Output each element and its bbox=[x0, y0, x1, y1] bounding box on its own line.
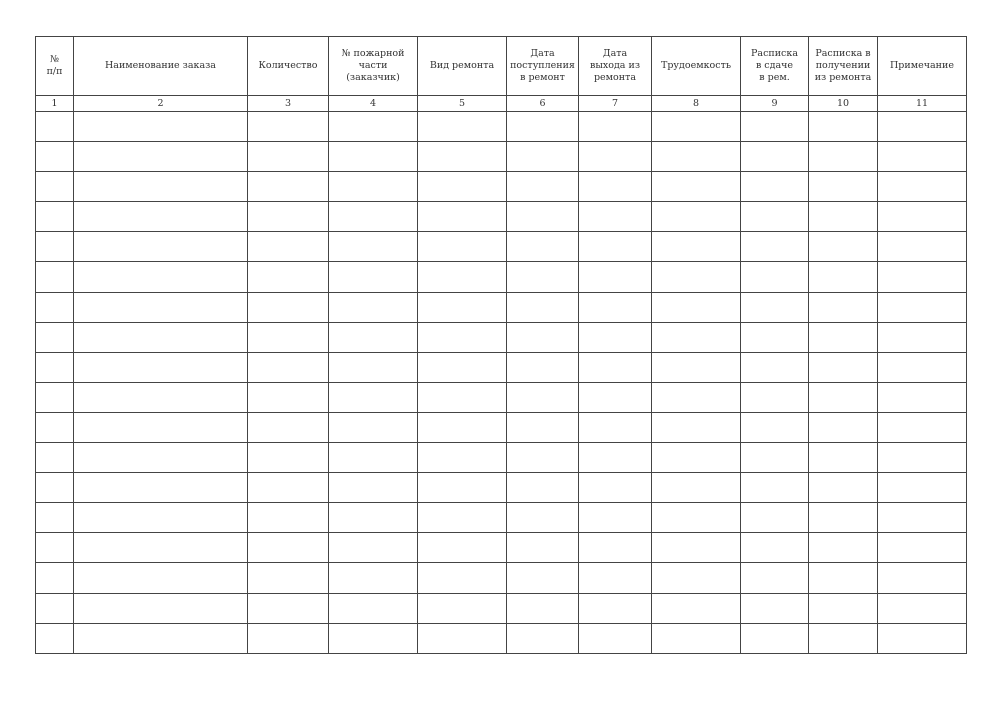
table-cell bbox=[878, 382, 967, 412]
table-cell bbox=[809, 443, 878, 473]
table-cell bbox=[418, 232, 507, 262]
table-cell bbox=[74, 473, 248, 503]
table-cell bbox=[809, 292, 878, 322]
table-cell bbox=[74, 563, 248, 593]
table-cell bbox=[652, 172, 741, 202]
table-cell bbox=[74, 412, 248, 442]
table-cell bbox=[579, 202, 652, 232]
table-cell bbox=[329, 232, 418, 262]
table-cell bbox=[579, 623, 652, 653]
table-cell bbox=[741, 142, 809, 172]
column-number: 3 bbox=[248, 96, 329, 112]
table-cell bbox=[652, 142, 741, 172]
table-cell bbox=[579, 473, 652, 503]
table-cell bbox=[74, 623, 248, 653]
header-row-number: № п/п bbox=[36, 37, 74, 96]
table-cell bbox=[809, 503, 878, 533]
table-cell bbox=[878, 112, 967, 142]
table-row bbox=[36, 412, 967, 442]
table-cell bbox=[878, 443, 967, 473]
table-cell bbox=[329, 623, 418, 653]
table-cell bbox=[741, 292, 809, 322]
table-cell bbox=[74, 443, 248, 473]
table-cell bbox=[507, 533, 579, 563]
table-cell bbox=[652, 443, 741, 473]
header-row bbox=[36, 37, 967, 96]
header-return-receipt: Расписка в получении из ремонта bbox=[809, 37, 878, 96]
table-cell bbox=[418, 142, 507, 172]
table-cell bbox=[418, 593, 507, 623]
table-cell bbox=[418, 443, 507, 473]
table-row bbox=[36, 382, 967, 412]
table-row bbox=[36, 142, 967, 172]
header-fire-unit: № пожарной части (заказчик) bbox=[329, 37, 418, 96]
table-cell bbox=[878, 292, 967, 322]
table-cell bbox=[248, 142, 329, 172]
table-row bbox=[36, 112, 967, 142]
column-number: 7 bbox=[579, 96, 652, 112]
table-cell bbox=[74, 322, 248, 352]
table-cell bbox=[248, 232, 329, 262]
header-repair-type: Вид ремонта bbox=[418, 37, 507, 96]
table-cell bbox=[809, 262, 878, 292]
table-cell bbox=[507, 112, 579, 142]
table-cell bbox=[418, 322, 507, 352]
table-cell bbox=[652, 322, 741, 352]
table-body bbox=[36, 112, 967, 654]
table-cell bbox=[418, 503, 507, 533]
header-date-in: Дата поступления в ремонт bbox=[507, 37, 579, 96]
table-cell bbox=[507, 412, 579, 442]
column-number: 1 bbox=[36, 96, 74, 112]
table-cell bbox=[248, 623, 329, 653]
table-cell bbox=[809, 142, 878, 172]
table-cell bbox=[741, 503, 809, 533]
table-cell bbox=[741, 262, 809, 292]
table-cell bbox=[36, 473, 74, 503]
table-cell bbox=[878, 172, 967, 202]
table-cell bbox=[579, 262, 652, 292]
table-cell bbox=[507, 623, 579, 653]
table-cell bbox=[74, 503, 248, 533]
table-cell bbox=[248, 292, 329, 322]
table-cell bbox=[74, 382, 248, 412]
table-cell bbox=[248, 172, 329, 202]
table-cell bbox=[741, 322, 809, 352]
table-cell bbox=[878, 352, 967, 382]
table-row bbox=[36, 232, 967, 262]
table-cell bbox=[652, 352, 741, 382]
table-cell bbox=[418, 112, 507, 142]
table-cell bbox=[507, 503, 579, 533]
table-cell bbox=[36, 593, 74, 623]
table-cell bbox=[329, 142, 418, 172]
table-cell bbox=[329, 443, 418, 473]
table-row bbox=[36, 172, 967, 202]
table-cell bbox=[878, 593, 967, 623]
column-number: 6 bbox=[507, 96, 579, 112]
table-cell bbox=[36, 533, 74, 563]
table-cell bbox=[36, 112, 74, 142]
table-cell bbox=[329, 262, 418, 292]
table-cell bbox=[36, 262, 74, 292]
table-cell bbox=[579, 382, 652, 412]
table-cell bbox=[248, 352, 329, 382]
table-row bbox=[36, 563, 967, 593]
table-cell bbox=[74, 202, 248, 232]
table-row bbox=[36, 623, 967, 653]
table-cell bbox=[741, 623, 809, 653]
table-cell bbox=[248, 382, 329, 412]
table-cell bbox=[248, 322, 329, 352]
table-cell bbox=[507, 593, 579, 623]
table-cell bbox=[579, 142, 652, 172]
table-cell bbox=[652, 412, 741, 442]
table-cell bbox=[507, 563, 579, 593]
table-row bbox=[36, 262, 967, 292]
table-cell bbox=[652, 262, 741, 292]
table-cell bbox=[809, 593, 878, 623]
table-cell bbox=[74, 112, 248, 142]
table-cell bbox=[36, 382, 74, 412]
table-cell bbox=[579, 292, 652, 322]
table-cell bbox=[809, 533, 878, 563]
table-cell bbox=[741, 232, 809, 262]
column-number-row bbox=[36, 96, 967, 112]
table-cell bbox=[418, 292, 507, 322]
table-cell bbox=[507, 202, 579, 232]
column-number: 2 bbox=[74, 96, 248, 112]
table-cell bbox=[878, 262, 967, 292]
table-cell bbox=[741, 382, 809, 412]
table-cell bbox=[579, 593, 652, 623]
table-cell bbox=[36, 232, 74, 262]
table-cell bbox=[329, 202, 418, 232]
table-cell bbox=[809, 623, 878, 653]
table-cell bbox=[741, 202, 809, 232]
table-cell bbox=[652, 202, 741, 232]
table-cell bbox=[36, 623, 74, 653]
table-cell bbox=[579, 563, 652, 593]
table-cell bbox=[741, 352, 809, 382]
column-number: 9 bbox=[741, 96, 809, 112]
table-cell bbox=[507, 352, 579, 382]
header-labor: Трудоемкость bbox=[652, 37, 741, 96]
table-cell bbox=[248, 202, 329, 232]
table-cell bbox=[579, 322, 652, 352]
table-cell bbox=[579, 412, 652, 442]
table-cell bbox=[652, 232, 741, 262]
table-cell bbox=[248, 112, 329, 142]
table-cell bbox=[652, 533, 741, 563]
table-cell bbox=[74, 533, 248, 563]
column-number: 5 bbox=[418, 96, 507, 112]
table-cell bbox=[652, 112, 741, 142]
table-cell bbox=[652, 563, 741, 593]
table-cell bbox=[741, 563, 809, 593]
table-cell bbox=[809, 112, 878, 142]
table-cell bbox=[329, 593, 418, 623]
table-cell bbox=[652, 382, 741, 412]
table-cell bbox=[652, 473, 741, 503]
table-cell bbox=[248, 412, 329, 442]
table-cell bbox=[878, 563, 967, 593]
table-cell bbox=[809, 172, 878, 202]
table-cell bbox=[36, 412, 74, 442]
table-cell bbox=[329, 172, 418, 202]
table-cell bbox=[809, 473, 878, 503]
table-cell bbox=[579, 503, 652, 533]
header-order-name: Наименование заказа bbox=[74, 37, 248, 96]
table-cell bbox=[418, 623, 507, 653]
table-cell bbox=[248, 533, 329, 563]
table-cell bbox=[36, 142, 74, 172]
table-cell bbox=[741, 473, 809, 503]
table-cell bbox=[652, 593, 741, 623]
column-number: 4 bbox=[329, 96, 418, 112]
column-number: 11 bbox=[878, 96, 967, 112]
table-cell bbox=[36, 563, 74, 593]
table-cell bbox=[878, 533, 967, 563]
table-row bbox=[36, 322, 967, 352]
table-cell bbox=[507, 232, 579, 262]
table-cell bbox=[878, 473, 967, 503]
table-cell bbox=[507, 262, 579, 292]
header-notes: Примечание bbox=[878, 37, 967, 96]
table-cell bbox=[36, 503, 74, 533]
table-cell bbox=[248, 473, 329, 503]
table-cell bbox=[248, 262, 329, 292]
table-cell bbox=[418, 352, 507, 382]
table-cell bbox=[418, 262, 507, 292]
table-cell bbox=[329, 292, 418, 322]
table-cell bbox=[74, 292, 248, 322]
table-cell bbox=[809, 563, 878, 593]
table-cell bbox=[74, 352, 248, 382]
table-cell bbox=[579, 533, 652, 563]
column-number: 8 bbox=[652, 96, 741, 112]
table-cell bbox=[74, 172, 248, 202]
table-cell bbox=[74, 593, 248, 623]
header-date-out: Дата выхода из ремонта bbox=[579, 37, 652, 96]
table-cell bbox=[36, 202, 74, 232]
table-row bbox=[36, 533, 967, 563]
table-cell bbox=[74, 142, 248, 172]
table-cell bbox=[579, 352, 652, 382]
table-cell bbox=[741, 533, 809, 563]
table-cell bbox=[652, 623, 741, 653]
table-cell bbox=[36, 352, 74, 382]
table-cell bbox=[741, 112, 809, 142]
table-cell bbox=[652, 503, 741, 533]
table-cell bbox=[248, 563, 329, 593]
table-cell bbox=[418, 563, 507, 593]
table-cell bbox=[36, 172, 74, 202]
table-cell bbox=[878, 142, 967, 172]
table-cell bbox=[507, 172, 579, 202]
table-cell bbox=[329, 322, 418, 352]
column-number: 10 bbox=[809, 96, 878, 112]
table-cell bbox=[36, 322, 74, 352]
table-cell bbox=[878, 322, 967, 352]
table-row bbox=[36, 292, 967, 322]
table-cell bbox=[248, 593, 329, 623]
table-cell bbox=[418, 382, 507, 412]
table-cell bbox=[741, 412, 809, 442]
table-cell bbox=[878, 232, 967, 262]
table-cell bbox=[809, 202, 878, 232]
table-row bbox=[36, 443, 967, 473]
table-cell bbox=[809, 382, 878, 412]
header-quantity: Количество bbox=[248, 37, 329, 96]
table-cell bbox=[36, 443, 74, 473]
table-cell bbox=[418, 473, 507, 503]
table-row bbox=[36, 202, 967, 232]
table-cell bbox=[579, 443, 652, 473]
repair-log-table bbox=[35, 36, 967, 654]
table-cell bbox=[878, 412, 967, 442]
table-cell bbox=[507, 322, 579, 352]
table-cell bbox=[741, 593, 809, 623]
table-cell bbox=[507, 382, 579, 412]
table-cell bbox=[878, 202, 967, 232]
table-cell bbox=[248, 503, 329, 533]
table-cell bbox=[579, 112, 652, 142]
table-row bbox=[36, 503, 967, 533]
table-cell bbox=[74, 262, 248, 292]
table-cell bbox=[507, 473, 579, 503]
table-cell bbox=[418, 412, 507, 442]
table-cell bbox=[579, 232, 652, 262]
table-cell bbox=[329, 563, 418, 593]
table-cell bbox=[329, 503, 418, 533]
table-cell bbox=[329, 412, 418, 442]
table-cell bbox=[507, 443, 579, 473]
table-row bbox=[36, 352, 967, 382]
table-cell bbox=[741, 172, 809, 202]
table-cell bbox=[418, 202, 507, 232]
table-cell bbox=[329, 533, 418, 563]
table-cell bbox=[809, 322, 878, 352]
table-cell bbox=[507, 142, 579, 172]
table-cell bbox=[418, 533, 507, 563]
table-cell bbox=[809, 412, 878, 442]
table-row bbox=[36, 593, 967, 623]
table-cell bbox=[329, 382, 418, 412]
table-cell bbox=[248, 443, 329, 473]
table-cell bbox=[652, 292, 741, 322]
table-cell bbox=[579, 172, 652, 202]
table-cell bbox=[329, 473, 418, 503]
table-cell bbox=[36, 292, 74, 322]
table-cell bbox=[74, 232, 248, 262]
header-handover-receipt: Расписка в сдаче в рем. bbox=[741, 37, 809, 96]
table-cell bbox=[418, 172, 507, 202]
table-cell bbox=[741, 443, 809, 473]
table-cell bbox=[878, 623, 967, 653]
table-cell bbox=[507, 292, 579, 322]
table-cell bbox=[809, 232, 878, 262]
table-row bbox=[36, 473, 967, 503]
table-cell bbox=[809, 352, 878, 382]
table-cell bbox=[329, 112, 418, 142]
table-cell bbox=[329, 352, 418, 382]
table-cell bbox=[878, 503, 967, 533]
